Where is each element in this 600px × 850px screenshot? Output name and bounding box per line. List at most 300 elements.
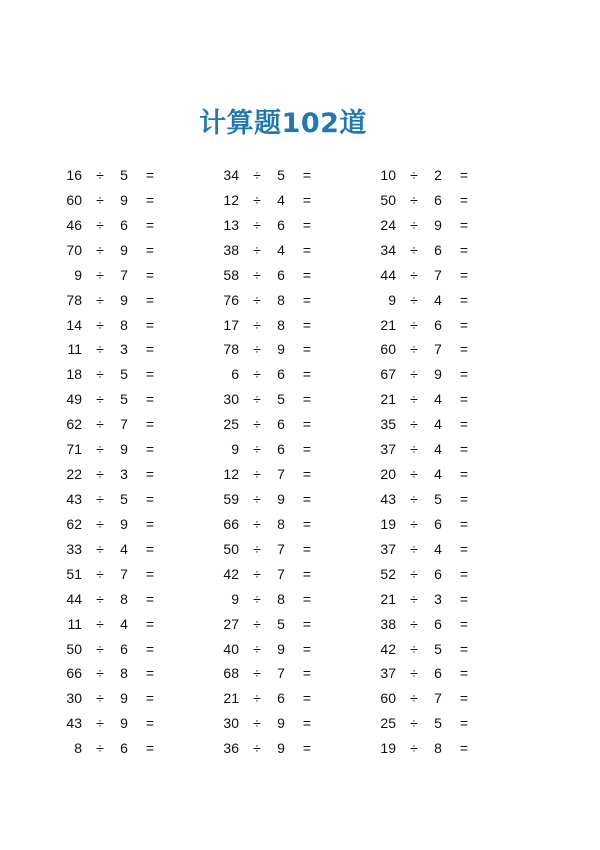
- dividend: 30: [66, 690, 82, 707]
- dividend: 34: [223, 167, 239, 183]
- division-sign: ÷: [96, 167, 104, 183]
- division-sign: ÷: [253, 366, 261, 383]
- divisor: 5: [434, 715, 442, 732]
- division-sign: ÷: [96, 690, 104, 707]
- problem-row: [58, 387, 178, 412]
- division-sign: ÷: [410, 590, 418, 607]
- problem-row: [58, 487, 178, 512]
- division-sign: ÷: [410, 167, 418, 183]
- dividend: 62: [66, 416, 82, 433]
- equals-sign: =: [459, 316, 469, 333]
- dividend: 78: [66, 291, 82, 308]
- division-sign: ÷: [253, 291, 261, 308]
- divisor: 5: [277, 167, 285, 183]
- equals-sign: =: [459, 540, 469, 557]
- division-sign: ÷: [96, 391, 104, 408]
- dividend: 52: [380, 565, 396, 582]
- division-sign: ÷: [410, 690, 418, 707]
- divisor: 6: [277, 690, 285, 707]
- divisor: 8: [277, 316, 285, 333]
- equals-sign: =: [459, 466, 469, 483]
- problem-row: [215, 711, 335, 736]
- division-sign: ÷: [253, 490, 261, 507]
- divisor: 9: [277, 715, 285, 732]
- dividend: 9: [74, 266, 82, 283]
- division-sign: ÷: [410, 216, 418, 233]
- problem-row: [215, 736, 335, 761]
- equals-sign: =: [459, 241, 469, 258]
- division-sign: ÷: [410, 615, 418, 632]
- divisor: 6: [434, 665, 442, 682]
- dividend: 24: [380, 216, 396, 233]
- equals-sign: =: [302, 241, 312, 258]
- dividend: 21: [380, 316, 396, 333]
- dividend: 71: [66, 441, 82, 458]
- division-sign: ÷: [410, 515, 418, 532]
- problem-row: [58, 288, 178, 313]
- problem-row: [215, 263, 335, 288]
- equals-sign: =: [145, 565, 155, 582]
- problem-row: [372, 288, 492, 313]
- problem-row: [58, 661, 178, 686]
- division-sign: ÷: [410, 291, 418, 308]
- problem-row: [372, 462, 492, 487]
- equals-sign: =: [302, 640, 312, 657]
- dividend: 22: [66, 466, 82, 483]
- equals-sign: =: [302, 565, 312, 582]
- problem-row: [215, 437, 335, 462]
- equals-sign: =: [145, 266, 155, 283]
- equals-sign: =: [459, 191, 469, 208]
- equals-sign: =: [145, 366, 155, 383]
- equals-sign: =: [459, 366, 469, 383]
- problem-row: [58, 437, 178, 462]
- equals-sign: =: [302, 740, 312, 757]
- problem-row: [372, 337, 492, 362]
- divisor: 6: [120, 640, 128, 657]
- division-sign: ÷: [96, 241, 104, 258]
- dividend: 42: [380, 640, 396, 657]
- dividend: 37: [380, 540, 396, 557]
- division-sign: ÷: [253, 416, 261, 433]
- division-sign: ÷: [96, 266, 104, 283]
- problem-row: [372, 238, 492, 263]
- dividend: 9: [388, 291, 396, 308]
- problem-row: [215, 487, 335, 512]
- equals-sign: =: [145, 540, 155, 557]
- problem-row: [58, 313, 178, 338]
- dividend: 44: [66, 590, 82, 607]
- divisor: 7: [120, 565, 128, 582]
- problem-row: [372, 188, 492, 213]
- divisor: 6: [434, 515, 442, 532]
- problem-row: [215, 238, 335, 263]
- equals-sign: =: [459, 416, 469, 433]
- divisor: 7: [434, 341, 442, 358]
- division-sign: ÷: [253, 515, 261, 532]
- division-sign: ÷: [410, 640, 418, 657]
- equals-sign: =: [145, 441, 155, 458]
- equals-sign: =: [459, 216, 469, 233]
- division-sign: ÷: [410, 391, 418, 408]
- dividend: 27: [223, 615, 239, 632]
- dividend: 42: [223, 565, 239, 582]
- division-sign: ÷: [96, 740, 104, 757]
- dividend: 19: [380, 740, 396, 757]
- problem-row: [215, 362, 335, 387]
- equals-sign: =: [302, 216, 312, 233]
- division-sign: ÷: [253, 316, 261, 333]
- divisor: 6: [277, 441, 285, 458]
- dividend: 46: [66, 216, 82, 233]
- problem-row: [58, 412, 178, 437]
- division-sign: ÷: [253, 341, 261, 358]
- divisor: 6: [277, 366, 285, 383]
- divisor: 7: [120, 266, 128, 283]
- dividend: 21: [380, 391, 396, 408]
- divisor: 5: [277, 391, 285, 408]
- problem-row: [58, 686, 178, 711]
- dividend: 8: [74, 740, 82, 757]
- problem-row: [215, 612, 335, 637]
- problem-row: [58, 238, 178, 263]
- division-sign: ÷: [410, 316, 418, 333]
- dividend: 51: [66, 565, 82, 582]
- dividend: 38: [380, 615, 396, 632]
- equals-sign: =: [302, 191, 312, 208]
- dividend: 21: [223, 690, 239, 707]
- divisor: 4: [434, 540, 442, 557]
- problem-row: [372, 512, 492, 537]
- equals-sign: =: [302, 466, 312, 483]
- equals-sign: =: [145, 216, 155, 233]
- equals-sign: =: [145, 416, 155, 433]
- division-sign: ÷: [410, 540, 418, 557]
- division-sign: ÷: [96, 291, 104, 308]
- divisor: 5: [120, 167, 128, 183]
- divisor: 8: [434, 740, 442, 757]
- divisor: 5: [120, 490, 128, 507]
- divisor: 7: [434, 690, 442, 707]
- dividend: 11: [67, 615, 82, 632]
- dividend: 33: [66, 540, 82, 557]
- divisor: 9: [120, 441, 128, 458]
- divisor: 6: [277, 266, 285, 283]
- divisor: 3: [434, 590, 442, 607]
- dividend: 36: [223, 740, 239, 757]
- divisor: 6: [434, 191, 442, 208]
- division-sign: ÷: [253, 640, 261, 657]
- division-sign: ÷: [410, 416, 418, 433]
- equals-sign: =: [302, 416, 312, 433]
- division-sign: ÷: [253, 615, 261, 632]
- problem-row: [58, 362, 178, 387]
- dividend: 20: [380, 466, 396, 483]
- problem-row: [215, 188, 335, 213]
- divisor: 7: [277, 466, 285, 483]
- division-sign: ÷: [96, 366, 104, 383]
- dividend: 37: [380, 441, 396, 458]
- divisor: 5: [120, 391, 128, 408]
- division-sign: ÷: [96, 565, 104, 582]
- dividend: 9: [231, 441, 239, 458]
- equals-sign: =: [459, 291, 469, 308]
- problem-row: [215, 313, 335, 338]
- dividend: 49: [66, 391, 82, 408]
- problem-row: [58, 562, 178, 587]
- divisor: 3: [120, 466, 128, 483]
- division-sign: ÷: [410, 241, 418, 258]
- division-sign: ÷: [96, 490, 104, 507]
- dividend: 17: [223, 316, 239, 333]
- division-sign: ÷: [253, 590, 261, 607]
- equals-sign: =: [302, 540, 312, 557]
- equals-sign: =: [302, 490, 312, 507]
- problem-row: [372, 387, 492, 412]
- equals-sign: =: [459, 615, 469, 632]
- divisor: 8: [277, 515, 285, 532]
- equals-sign: =: [145, 515, 155, 532]
- divisor: 7: [277, 565, 285, 582]
- equals-sign: =: [459, 490, 469, 507]
- problem-row: [372, 661, 492, 686]
- problem-row: [215, 537, 335, 562]
- division-sign: ÷: [96, 441, 104, 458]
- divisor: 2: [434, 167, 442, 183]
- problem-column-3: [372, 163, 492, 761]
- problem-row: [215, 337, 335, 362]
- dividend: 66: [223, 515, 239, 532]
- division-sign: ÷: [96, 615, 104, 632]
- equals-sign: =: [459, 565, 469, 582]
- equals-sign: =: [302, 715, 312, 732]
- division-sign: ÷: [253, 441, 261, 458]
- dividend: 12: [223, 466, 239, 483]
- problem-row: [58, 587, 178, 612]
- dividend: 43: [380, 490, 396, 507]
- division-sign: ÷: [410, 191, 418, 208]
- problem-column-1: [58, 163, 178, 761]
- dividend: 70: [66, 241, 82, 258]
- equals-sign: =: [459, 640, 469, 657]
- dividend: 60: [380, 690, 396, 707]
- problem-row: [215, 562, 335, 587]
- problem-row: [372, 412, 492, 437]
- division-sign: ÷: [410, 715, 418, 732]
- problem-column-2: [215, 163, 335, 761]
- problem-row: [58, 711, 178, 736]
- equals-sign: =: [302, 341, 312, 358]
- equals-sign: =: [459, 441, 469, 458]
- problem-row: [58, 188, 178, 213]
- division-sign: ÷: [96, 590, 104, 607]
- divisor: 9: [120, 191, 128, 208]
- dividend: 25: [380, 715, 396, 732]
- problem-row: [372, 736, 492, 761]
- division-sign: ÷: [253, 216, 261, 233]
- division-sign: ÷: [253, 665, 261, 682]
- problem-row: [372, 263, 492, 288]
- equals-sign: =: [459, 590, 469, 607]
- equals-sign: =: [459, 740, 469, 757]
- division-sign: ÷: [253, 565, 261, 582]
- equals-sign: =: [459, 167, 469, 183]
- divisor: 9: [277, 341, 285, 358]
- division-sign: ÷: [410, 490, 418, 507]
- problem-row: [215, 587, 335, 612]
- problem-row: [215, 213, 335, 238]
- division-sign: ÷: [410, 341, 418, 358]
- problem-row: [215, 387, 335, 412]
- divisor: 7: [277, 540, 285, 557]
- dividend: 34: [380, 241, 396, 258]
- division-sign: ÷: [253, 391, 261, 408]
- divisor: 5: [120, 366, 128, 383]
- problem-row: [215, 462, 335, 487]
- equals-sign: =: [145, 590, 155, 607]
- problem-row: [58, 736, 178, 761]
- division-sign: ÷: [410, 740, 418, 757]
- dividend: 25: [223, 416, 239, 433]
- dividend: 19: [380, 515, 396, 532]
- division-sign: ÷: [410, 665, 418, 682]
- division-sign: ÷: [253, 690, 261, 707]
- equals-sign: =: [145, 690, 155, 707]
- division-sign: ÷: [410, 366, 418, 383]
- division-sign: ÷: [253, 715, 261, 732]
- problem-row: [58, 612, 178, 637]
- problem-row: [215, 637, 335, 662]
- problem-row: [58, 462, 178, 487]
- dividend: 30: [223, 715, 239, 732]
- equals-sign: =: [145, 640, 155, 657]
- divisor: 9: [120, 515, 128, 532]
- divisor: 5: [277, 615, 285, 632]
- divisor: 4: [434, 466, 442, 483]
- problem-row: [58, 213, 178, 238]
- dividend: 38: [223, 241, 239, 258]
- equals-sign: =: [459, 266, 469, 283]
- problem-row: [372, 213, 492, 238]
- divisor: 6: [434, 565, 442, 582]
- equals-sign: =: [145, 341, 155, 358]
- divisor: 9: [277, 490, 285, 507]
- division-sign: ÷: [96, 216, 104, 233]
- equals-sign: =: [145, 490, 155, 507]
- problem-row: [372, 487, 492, 512]
- divisor: 6: [434, 241, 442, 258]
- equals-sign: =: [145, 615, 155, 632]
- problem-row: [215, 412, 335, 437]
- equals-sign: =: [459, 690, 469, 707]
- division-sign: ÷: [253, 266, 261, 283]
- dividend: 78: [223, 341, 239, 358]
- problem-row: [372, 437, 492, 462]
- division-sign: ÷: [410, 266, 418, 283]
- divisor: 9: [120, 715, 128, 732]
- divisor: 7: [434, 266, 442, 283]
- divisor: 9: [277, 740, 285, 757]
- equals-sign: =: [302, 515, 312, 532]
- equals-sign: =: [302, 615, 312, 632]
- divisor: 6: [434, 316, 442, 333]
- dividend: 62: [66, 515, 82, 532]
- divisor: 7: [120, 416, 128, 433]
- divisor: 8: [120, 665, 128, 682]
- division-sign: ÷: [96, 191, 104, 208]
- dividend: 6: [231, 366, 239, 383]
- dividend: 68: [223, 665, 239, 682]
- division-sign: ÷: [253, 191, 261, 208]
- dividend: 59: [223, 490, 239, 507]
- problem-row: [215, 163, 335, 188]
- equals-sign: =: [459, 341, 469, 358]
- division-sign: ÷: [253, 241, 261, 258]
- divisor: 5: [434, 640, 442, 657]
- divisor: 9: [120, 241, 128, 258]
- division-sign: ÷: [410, 441, 418, 458]
- division-sign: ÷: [96, 640, 104, 657]
- dividend: 13: [223, 216, 239, 233]
- problem-row: [58, 637, 178, 662]
- division-sign: ÷: [96, 466, 104, 483]
- dividend: 67: [380, 366, 396, 383]
- dividend: 43: [66, 490, 82, 507]
- divisor: 9: [120, 291, 128, 308]
- page-title: 计算题102道: [199, 108, 367, 139]
- divisor: 4: [277, 241, 285, 258]
- problem-row: [215, 661, 335, 686]
- division-sign: ÷: [96, 540, 104, 557]
- divisor: 9: [434, 366, 442, 383]
- problem-row: [372, 537, 492, 562]
- dividend: 40: [223, 640, 239, 657]
- equals-sign: =: [459, 665, 469, 682]
- divisor: 8: [277, 590, 285, 607]
- dividend: 43: [66, 715, 82, 732]
- problem-row: [372, 711, 492, 736]
- division-sign: ÷: [96, 515, 104, 532]
- problem-row: [372, 163, 492, 188]
- equals-sign: =: [145, 191, 155, 208]
- division-sign: ÷: [410, 466, 418, 483]
- dividend: 76: [223, 291, 239, 308]
- problem-row: [58, 263, 178, 288]
- division-sign: ÷: [410, 565, 418, 582]
- equals-sign: =: [302, 590, 312, 607]
- division-sign: ÷: [253, 466, 261, 483]
- division-sign: ÷: [96, 341, 104, 358]
- divisor: 3: [120, 341, 128, 358]
- division-sign: ÷: [96, 416, 104, 433]
- equals-sign: =: [145, 466, 155, 483]
- dividend: 50: [380, 191, 396, 208]
- divisor: 9: [434, 216, 442, 233]
- dividend: 44: [380, 266, 396, 283]
- dividend: 10: [380, 167, 396, 183]
- problem-row: [372, 637, 492, 662]
- dividend: 11: [67, 341, 82, 358]
- divisor: 4: [277, 191, 285, 208]
- problem-row: [372, 313, 492, 338]
- equals-sign: =: [302, 441, 312, 458]
- division-sign: ÷: [96, 665, 104, 682]
- divisor: 8: [277, 291, 285, 308]
- dividend: 66: [66, 665, 82, 682]
- divisor: 4: [434, 441, 442, 458]
- dividend: 30: [223, 391, 239, 408]
- dividend: 21: [380, 590, 396, 607]
